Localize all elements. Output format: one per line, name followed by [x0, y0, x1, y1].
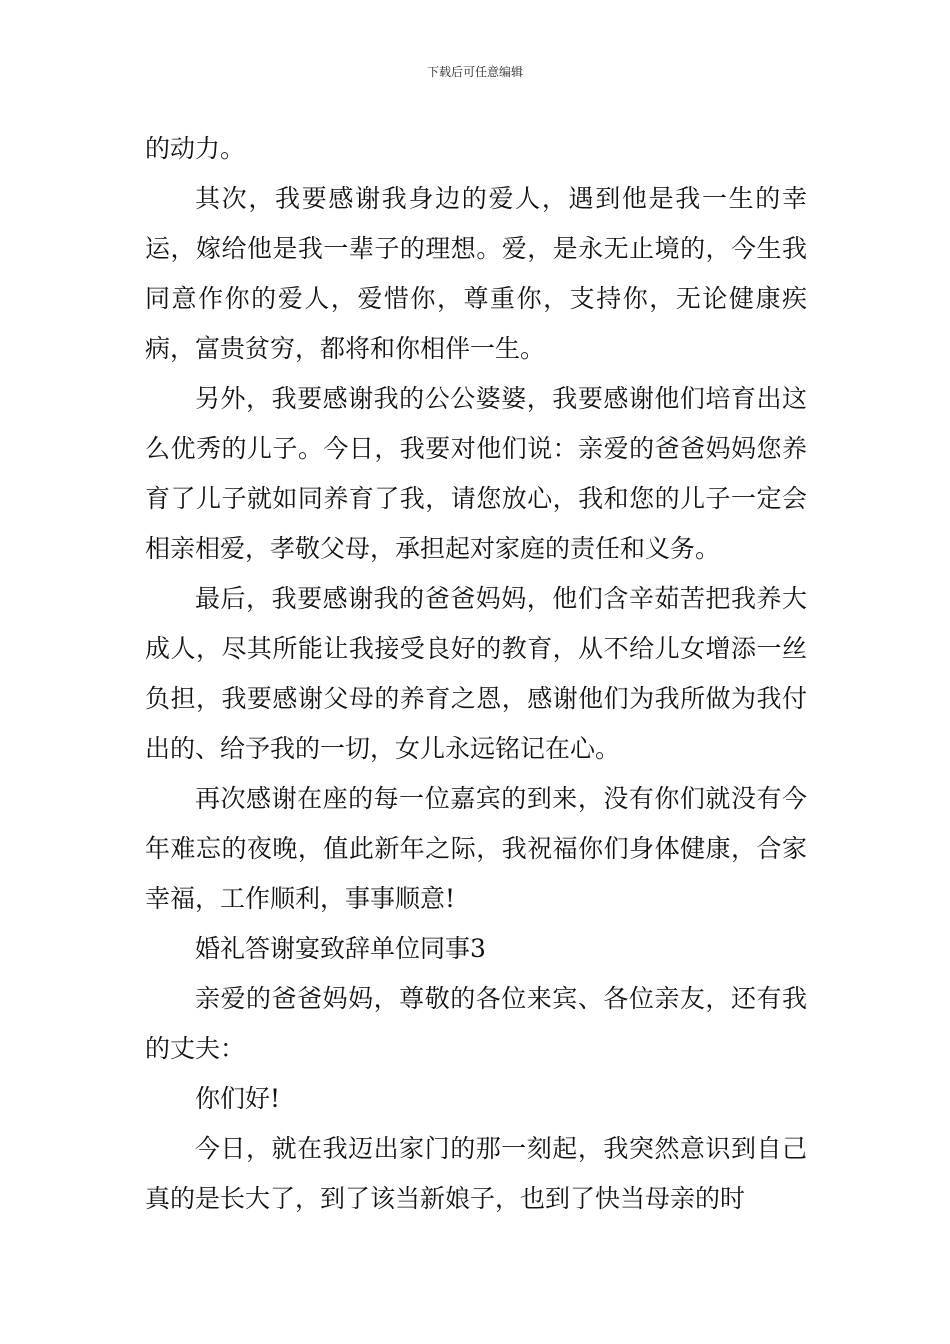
document-body [145, 124, 807, 1224]
page-header: 下载后可任意编辑 [426, 65, 523, 79]
paragraph-4: 最后，我要感谢我的爸爸妈妈，他们含辛茹苦把我养大成人，尽其所能让我接受良好的教育，从不给儿女增添一丝负担，我要感谢父母的养育之恩，感谢他们为我所做为我付出的、给予我的一切，女儿永远铭记在心。 [145, 584, 807, 763]
paragraph-5: 再次感谢在座的每一位嘉宾的到来，没有你们就没有今年难忘的夜晚，值此新年之际，我祝福你们身体健康，合家幸福，工作顺利，事事顺意! [145, 784, 807, 913]
paragraph-9: 今日，就在我迈出家门的那一刻起，我突然意识到自己真的是长大了，到了该当新娘子，也到了快当母亲的时 [145, 1134, 807, 1213]
paragraph-1: 的动力。 [145, 134, 246, 163]
paragraph-3: 另外，我要感谢我的公公婆婆，我要感谢他们培育出这么优秀的儿子。今日，我要对他们说：亲爱的爸爸妈妈您养育了儿子就如同养育了我，请您放心，我和您的儿子一定会相亲相爱，孝敬父母，承担起对家庭的责任和义务。 [145, 384, 807, 563]
paragraph-greeting: 你们好! [195, 1084, 281, 1113]
section-heading: 婚礼答谢宴致辞单位同事3 [195, 934, 486, 963]
paragraph-salutation: 亲爱的爸爸妈妈，尊敬的各位来宾、各位亲友，还有我的丈夫： [145, 984, 807, 1063]
paragraph-2: 其次，我要感谢我身边的爱人，遇到他是我一生的幸运，嫁给他是我一辈子的理想。爱，是永无止境的，今生我同意作你的爱人，爱惜你，尊重你，支持你，无论健康疾病，富贵贫穷，都将和你相伴一生。 [145, 184, 807, 363]
